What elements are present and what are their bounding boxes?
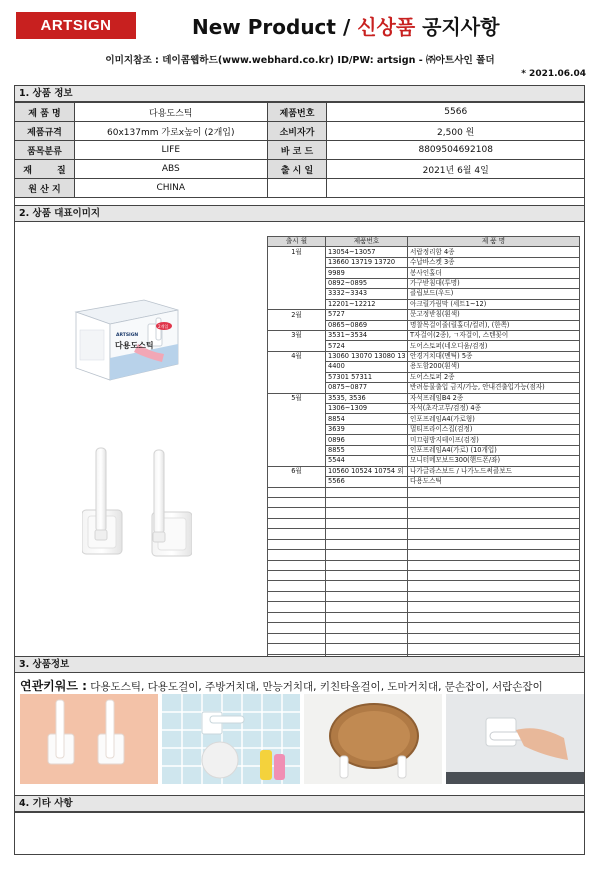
release-code-cell bbox=[326, 571, 408, 581]
release-code-cell bbox=[326, 591, 408, 601]
release-name-cell bbox=[408, 623, 580, 633]
barcode-value: 8809504692108 bbox=[327, 141, 585, 160]
release-month-cell bbox=[268, 445, 326, 455]
package-badge: 2개입 bbox=[158, 324, 169, 329]
release-row bbox=[268, 435, 580, 445]
release-code-cell: 3639 bbox=[326, 424, 408, 434]
release-name-cell bbox=[408, 560, 580, 570]
release-row bbox=[268, 602, 580, 612]
table-row bbox=[15, 160, 585, 179]
release-month-cell bbox=[268, 435, 326, 445]
release-name-cell: 클립보드(우드) bbox=[408, 289, 580, 299]
price-label: 소비자가 bbox=[267, 122, 327, 141]
product-code-label: 제품번호 bbox=[267, 103, 327, 122]
release-month-cell bbox=[268, 581, 326, 591]
release-code-cell bbox=[326, 550, 408, 560]
release-month-cell: 1월 bbox=[268, 247, 326, 257]
release-code-cell: 5544 bbox=[326, 456, 408, 466]
usage-photo-hooks bbox=[20, 694, 158, 784]
release-code-cell bbox=[326, 497, 408, 507]
release-row bbox=[268, 341, 580, 351]
release-name-cell bbox=[408, 529, 580, 539]
release-label: 출 시 일 bbox=[267, 160, 327, 179]
barcode-label: 바 코 드 bbox=[267, 141, 327, 160]
release-code-cell: 0865~0869 bbox=[326, 320, 408, 330]
release-table bbox=[267, 236, 580, 665]
title-main: New Product / bbox=[192, 15, 358, 39]
release-code-cell: 8854 bbox=[326, 414, 408, 424]
release-month-cell: 5월 bbox=[268, 393, 326, 403]
release-month-cell bbox=[268, 289, 326, 299]
release-code-cell bbox=[326, 529, 408, 539]
title-korean-rest: 공지사항 bbox=[415, 15, 500, 39]
release-code-cell: 3531~3534 bbox=[326, 330, 408, 340]
release-table-header bbox=[268, 237, 580, 247]
release-month-cell bbox=[268, 477, 326, 487]
release-code-cell: 13660 13719 13720 bbox=[326, 257, 408, 267]
release-name-cell: 멀티프라이스집(검정) bbox=[408, 424, 580, 434]
release-code-cell: 0875~0877 bbox=[326, 383, 408, 393]
release-code-cell bbox=[326, 518, 408, 528]
release-code-cell bbox=[326, 487, 408, 497]
release-code-cell: 1306~1309 bbox=[326, 404, 408, 414]
release-month-cell bbox=[268, 341, 326, 351]
release-row bbox=[268, 268, 580, 278]
release-row bbox=[268, 247, 580, 257]
release-row bbox=[268, 383, 580, 393]
release-code-cell: 0892~0895 bbox=[326, 278, 408, 288]
release-row bbox=[268, 633, 580, 643]
keywords-label: 연관키워드 : bbox=[20, 679, 87, 693]
release-name-cell bbox=[408, 633, 580, 643]
release-month-cell bbox=[268, 404, 326, 414]
usage-photo-cutting-board bbox=[304, 694, 442, 784]
release-month-cell bbox=[268, 550, 326, 560]
release-month-cell bbox=[268, 591, 326, 601]
release-row bbox=[268, 372, 580, 382]
release-row bbox=[268, 550, 580, 560]
release-month-cell bbox=[268, 268, 326, 278]
release-row bbox=[268, 278, 580, 288]
other-notes-box bbox=[14, 812, 585, 855]
monthly-release-list bbox=[267, 236, 579, 642]
title-korean-red: 신상품 bbox=[357, 15, 416, 39]
release-row bbox=[268, 539, 580, 549]
product-package-image bbox=[70, 294, 182, 384]
release-name-cell: 인포프레임A4(가로형) bbox=[408, 414, 580, 424]
product-info-table bbox=[14, 102, 585, 198]
release-month-cell bbox=[268, 299, 326, 309]
section-representative-image-header: 2. 상품 대표이미지 bbox=[14, 205, 585, 222]
product-name-label: 제 품 명 bbox=[15, 103, 75, 122]
table-row bbox=[15, 122, 585, 141]
release-name-cell: 모니터메모보드300(핸드폰/좌) bbox=[408, 456, 580, 466]
release-month-cell: 3월 bbox=[268, 330, 326, 340]
release-code-cell: 0896 bbox=[326, 435, 408, 445]
release-name-cell: 안경거치대(멘틱) 5종 bbox=[408, 351, 580, 361]
release-row bbox=[268, 466, 580, 476]
release-month-cell bbox=[268, 602, 326, 612]
release-code-cell: 5724 bbox=[326, 341, 408, 351]
release-name-cell: 자석프레임B4 2종 bbox=[408, 393, 580, 403]
release-row bbox=[268, 351, 580, 361]
release-row bbox=[268, 591, 580, 601]
release-code-cell: 8855 bbox=[326, 445, 408, 455]
release-code-cell bbox=[326, 508, 408, 518]
release-row bbox=[268, 477, 580, 487]
section-product-info-header: 1. 상품 정보 bbox=[14, 85, 585, 102]
release-code-cell: 57301 57311 bbox=[326, 372, 408, 382]
release-row bbox=[268, 362, 580, 372]
release-month-cell bbox=[268, 560, 326, 570]
product-name-value: 다용도스틱 bbox=[74, 103, 267, 122]
release-month-cell: 2월 bbox=[268, 310, 326, 320]
release-code-cell bbox=[326, 560, 408, 570]
package-name: 다용도스틱 bbox=[115, 341, 154, 350]
section-product-details-header: 3. 상품정보 bbox=[14, 656, 585, 673]
release-name-cell: 다용도스틱 bbox=[408, 477, 580, 487]
header-code: 제품번호 bbox=[326, 237, 408, 247]
empty-cell bbox=[327, 179, 585, 198]
empty-cell bbox=[267, 179, 327, 198]
release-row bbox=[268, 330, 580, 340]
origin-value: CHINA bbox=[74, 179, 267, 198]
release-month-cell bbox=[268, 539, 326, 549]
release-code-cell: 5727 bbox=[326, 310, 408, 320]
release-code-cell: 12201~12212 bbox=[326, 299, 408, 309]
material-label: 재 질 bbox=[15, 160, 75, 179]
release-row bbox=[268, 623, 580, 633]
release-month-cell bbox=[268, 487, 326, 497]
release-month-cell bbox=[268, 571, 326, 581]
release-code-cell: 13060 13070 13080 13 bbox=[326, 351, 408, 361]
release-name-cell: 용도함200(흰색) bbox=[408, 362, 580, 372]
release-row bbox=[268, 424, 580, 434]
release-month-cell bbox=[268, 529, 326, 539]
release-row bbox=[268, 644, 580, 654]
release-name-cell: 도어스토퍼 2종 bbox=[408, 372, 580, 382]
artsign-logo: ARTSIGN bbox=[16, 12, 136, 39]
release-month-cell bbox=[268, 623, 326, 633]
release-code-cell bbox=[326, 612, 408, 622]
release-name-cell: 문고정받침(흰색) bbox=[408, 310, 580, 320]
release-month-cell: 6월 bbox=[268, 466, 326, 476]
release-row bbox=[268, 404, 580, 414]
release-row bbox=[268, 612, 580, 622]
release-code-cell: 4400 bbox=[326, 362, 408, 372]
release-code-cell bbox=[326, 581, 408, 591]
release-row bbox=[268, 497, 580, 507]
release-name-cell: 봉사인홀더 bbox=[408, 268, 580, 278]
release-month-cell: 4월 bbox=[268, 351, 326, 361]
release-month-cell bbox=[268, 424, 326, 434]
release-month-cell bbox=[268, 362, 326, 372]
header-month: 출시 월 bbox=[268, 237, 326, 247]
section-other-notes-header: 4. 기타 사항 bbox=[14, 795, 585, 812]
spec-value: 60x137mm 가로x높이 (2개입) bbox=[74, 122, 267, 141]
release-month-cell bbox=[268, 414, 326, 424]
release-row bbox=[268, 518, 580, 528]
release-code-cell: 9989 bbox=[326, 268, 408, 278]
origin-label: 원 산 지 bbox=[15, 179, 75, 198]
material-value: ABS bbox=[74, 160, 267, 179]
release-code-cell: 3332~3343 bbox=[326, 289, 408, 299]
release-month-cell bbox=[268, 372, 326, 382]
release-code-cell bbox=[326, 633, 408, 643]
release-name-cell bbox=[408, 581, 580, 591]
image-reference-note: 이미지참조 : 데이콤웹하드(www.webhard.co.kr) ID/PW: artsign - ㈜아트사인 폴더 bbox=[105, 55, 495, 66]
release-name-cell: 나가글라스보드 / 나가노드써클보드 bbox=[408, 466, 580, 476]
release-month-cell bbox=[268, 383, 326, 393]
release-name-cell bbox=[408, 518, 580, 528]
release-month-cell bbox=[268, 278, 326, 288]
release-row bbox=[268, 289, 580, 299]
release-name-cell: 가구받침대(투명) bbox=[408, 278, 580, 288]
release-month-cell bbox=[268, 518, 326, 528]
release-name-cell bbox=[408, 497, 580, 507]
release-row bbox=[268, 393, 580, 403]
release-name-cell bbox=[408, 508, 580, 518]
release-name-cell bbox=[408, 602, 580, 612]
spec-label: 제품규격 bbox=[15, 122, 75, 141]
release-name-cell: 서랍정리함 4종 bbox=[408, 247, 580, 257]
release-month-cell bbox=[268, 320, 326, 330]
product-hooks-image bbox=[82, 446, 192, 574]
release-name-cell: 도어스토퍼(네오디움/검정) bbox=[408, 341, 580, 351]
release-code-cell: 10560 10524 10754 외 bbox=[326, 466, 408, 476]
release-code-cell: 3535, 3536 bbox=[326, 393, 408, 403]
release-row bbox=[268, 445, 580, 455]
page-title bbox=[192, 12, 572, 42]
table-row bbox=[15, 141, 585, 160]
release-code-cell: 13054~13057 bbox=[326, 247, 408, 257]
release-name-cell bbox=[408, 539, 580, 549]
usage-photo-bathroom bbox=[162, 694, 300, 784]
release-row bbox=[268, 571, 580, 581]
release-row bbox=[268, 310, 580, 320]
release-name-cell bbox=[408, 571, 580, 581]
release-name-cell: T자걸이(2종), ㄱ자걸이, 스텐꽂이 bbox=[408, 330, 580, 340]
release-code-cell bbox=[326, 623, 408, 633]
release-name-cell: 반려동물출입 금지/가능, 안내견출입가능(점자) bbox=[408, 383, 580, 393]
category-value: LIFE bbox=[74, 141, 267, 160]
keywords-text: 다용도스틱, 다용도걸이, 주방거치대, 만능거치대, 키친타올걸이, 도마거치대, 문손잡이, 서랍손잡이 bbox=[86, 681, 543, 693]
release-name-cell bbox=[408, 550, 580, 560]
release-name-cell bbox=[408, 644, 580, 654]
product-code-value: 5566 bbox=[327, 103, 585, 122]
release-row bbox=[268, 487, 580, 497]
release-name-cell: 미끄럼방지테이프(검정) bbox=[408, 435, 580, 445]
release-month-cell bbox=[268, 633, 326, 643]
header-name: 제 품 명 bbox=[408, 237, 580, 247]
category-label: 품목분류 bbox=[15, 141, 75, 160]
release-code-cell bbox=[326, 644, 408, 654]
release-name-cell: 명찰목걸이줄(릴홀더/컬러), (한쪽) bbox=[408, 320, 580, 330]
release-row bbox=[268, 299, 580, 309]
release-month-cell bbox=[268, 497, 326, 507]
notice-date: * 2021.06.04 bbox=[521, 69, 586, 79]
release-code-cell bbox=[326, 602, 408, 612]
release-month-cell bbox=[268, 612, 326, 622]
release-value: 2021년 6월 4일 bbox=[327, 160, 585, 179]
release-row bbox=[268, 257, 580, 267]
release-row bbox=[268, 320, 580, 330]
release-row bbox=[268, 581, 580, 591]
release-name-cell bbox=[408, 487, 580, 497]
release-month-cell bbox=[268, 508, 326, 518]
related-keywords bbox=[20, 677, 543, 694]
release-month-cell bbox=[268, 456, 326, 466]
price-value: 2,500 원 bbox=[327, 122, 585, 141]
table-row bbox=[15, 103, 585, 122]
release-row bbox=[268, 529, 580, 539]
package-brand: ARTSIGN bbox=[116, 333, 139, 338]
usage-photo-handle bbox=[446, 694, 584, 784]
table-row bbox=[15, 179, 585, 198]
release-name-cell: 자석(초각고무/검정) 4종 bbox=[408, 404, 580, 414]
release-name-cell: 아크릴가림막 (세트1~12) bbox=[408, 299, 580, 309]
release-code-cell bbox=[326, 539, 408, 549]
release-month-cell bbox=[268, 257, 326, 267]
release-name-cell bbox=[408, 612, 580, 622]
release-name-cell: 인포프레임A4(가로) (10개입) bbox=[408, 445, 580, 455]
release-row bbox=[268, 508, 580, 518]
release-row bbox=[268, 414, 580, 424]
release-row bbox=[268, 456, 580, 466]
release-code-cell: 5566 bbox=[326, 477, 408, 487]
release-row bbox=[268, 560, 580, 570]
release-name-cell bbox=[408, 591, 580, 601]
release-month-cell bbox=[268, 644, 326, 654]
release-name-cell: 수납바스켓 3종 bbox=[408, 257, 580, 267]
